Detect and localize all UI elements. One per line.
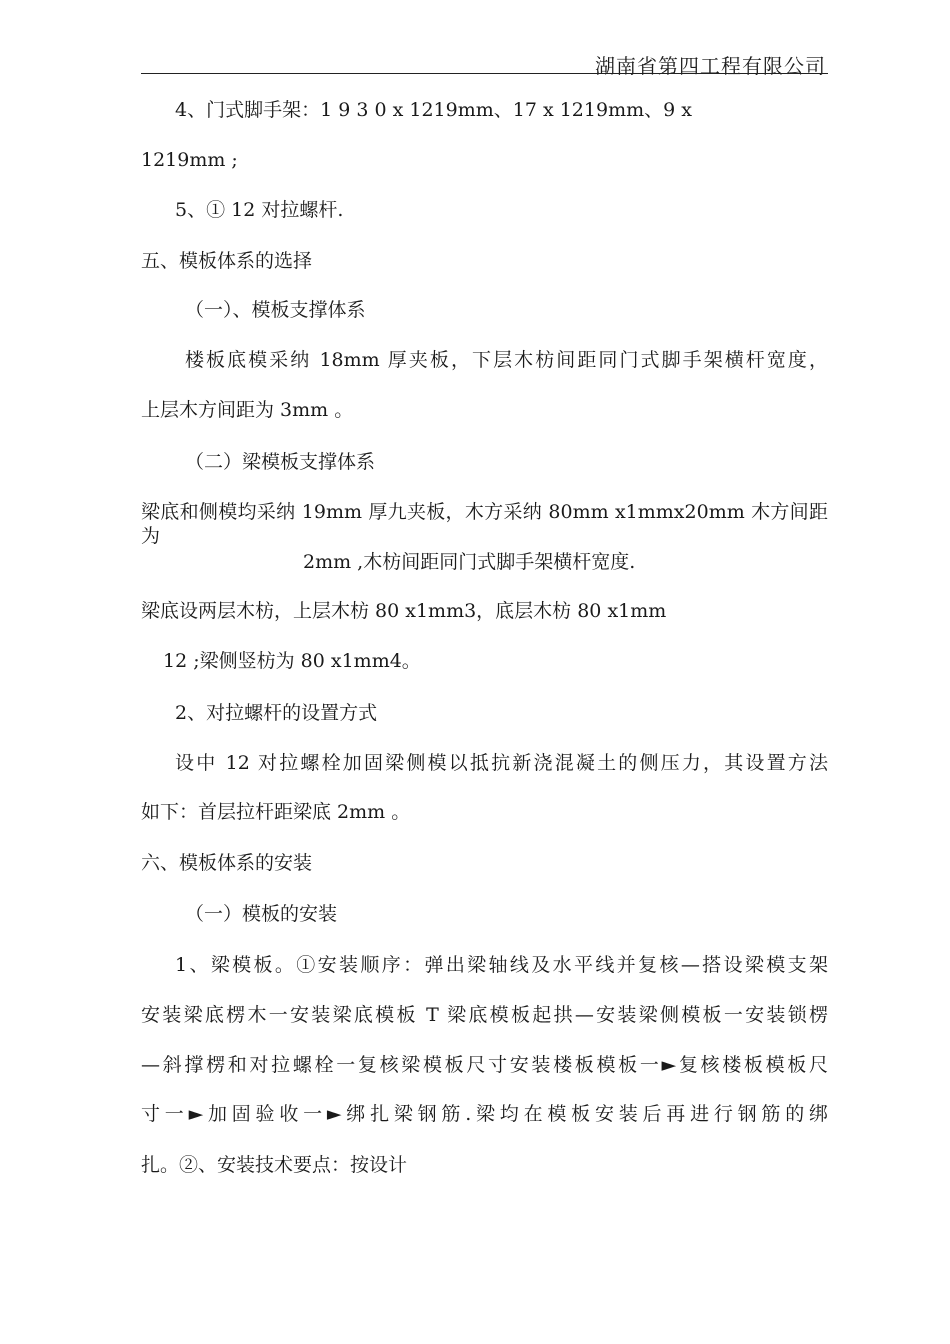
- text-line-6: 楼板底模采纳 18mm 厚夹板，下层木枋间距同门式脚手架横杆宽度，: [185, 349, 828, 371]
- text-line-20: —斜撑楞和对拉螺栓一复核梁模板尺寸安装楼板模板一►复核楼板模板尺: [141, 1054, 828, 1076]
- subsection-heading-5-1: （一）、模板支撑体系: [185, 299, 366, 321]
- text-line-12: 12 ;梁侧竖枋为 80 x1mm4。: [163, 650, 421, 672]
- text-line-11: 梁底设两层木枋，上层木枋 80 x1mm3，底层木枋 80 x1mm: [141, 600, 667, 622]
- section-heading-5: 五、模板体系的选择: [141, 250, 313, 272]
- text-line-21: 寸一►加固验收一►绑扎梁钢筋.梁均在模板安装后再进行钢筋的绑: [141, 1103, 828, 1125]
- subsection-heading-tie-rod: 2、对拉螺杆的设置方式: [175, 702, 378, 724]
- text-line-9: 梁底和侧模均采纳 19mm 厚九夹板，木方采纳 80mm x1mmx20mm 木方间距为: [141, 501, 828, 547]
- text-line-15: 如下：首层拉杆距梁底 2mm 。: [141, 801, 411, 823]
- text-line-22: 扎。②、安装技术要点：按设计: [141, 1154, 408, 1176]
- text-line-1: 4、门式脚手架：1 9 3 0 x 1219mm、17 x 1219mm、9 x: [175, 99, 692, 121]
- header-company-name: 湖南省第四工程有限公司: [595, 54, 826, 78]
- subsection-heading-6-1: （一）模板的安装: [185, 903, 338, 925]
- section-heading-6: 六、模板体系的安装: [141, 852, 313, 874]
- subsection-heading-5-2: （二）梁模板支撑体系: [185, 451, 376, 473]
- header-rule: [141, 73, 828, 74]
- text-line-18: 1、梁模板。①安装顺序：弹出梁轴线及水平线并复核—搭设梁模支架: [175, 954, 828, 976]
- text-line-14: 设中 12 对拉螺栓加固梁侧模以抵抗新浇混凝土的侧压力，其设置方法: [175, 752, 828, 774]
- text-line-10: 2mm ,木枋间距同门式脚手架横杆宽度.: [303, 551, 636, 573]
- text-line-2: 1219mm ;: [141, 149, 238, 171]
- text-line-3: 5、① 12 对拉螺杆.: [175, 199, 344, 221]
- text-line-19: 安装梁底楞木一安装梁底模板 T 梁底模板起拱—安装梁侧模板一安装锁楞: [141, 1004, 828, 1026]
- text-line-7: 上层木方间距为 3mm 。: [141, 399, 354, 421]
